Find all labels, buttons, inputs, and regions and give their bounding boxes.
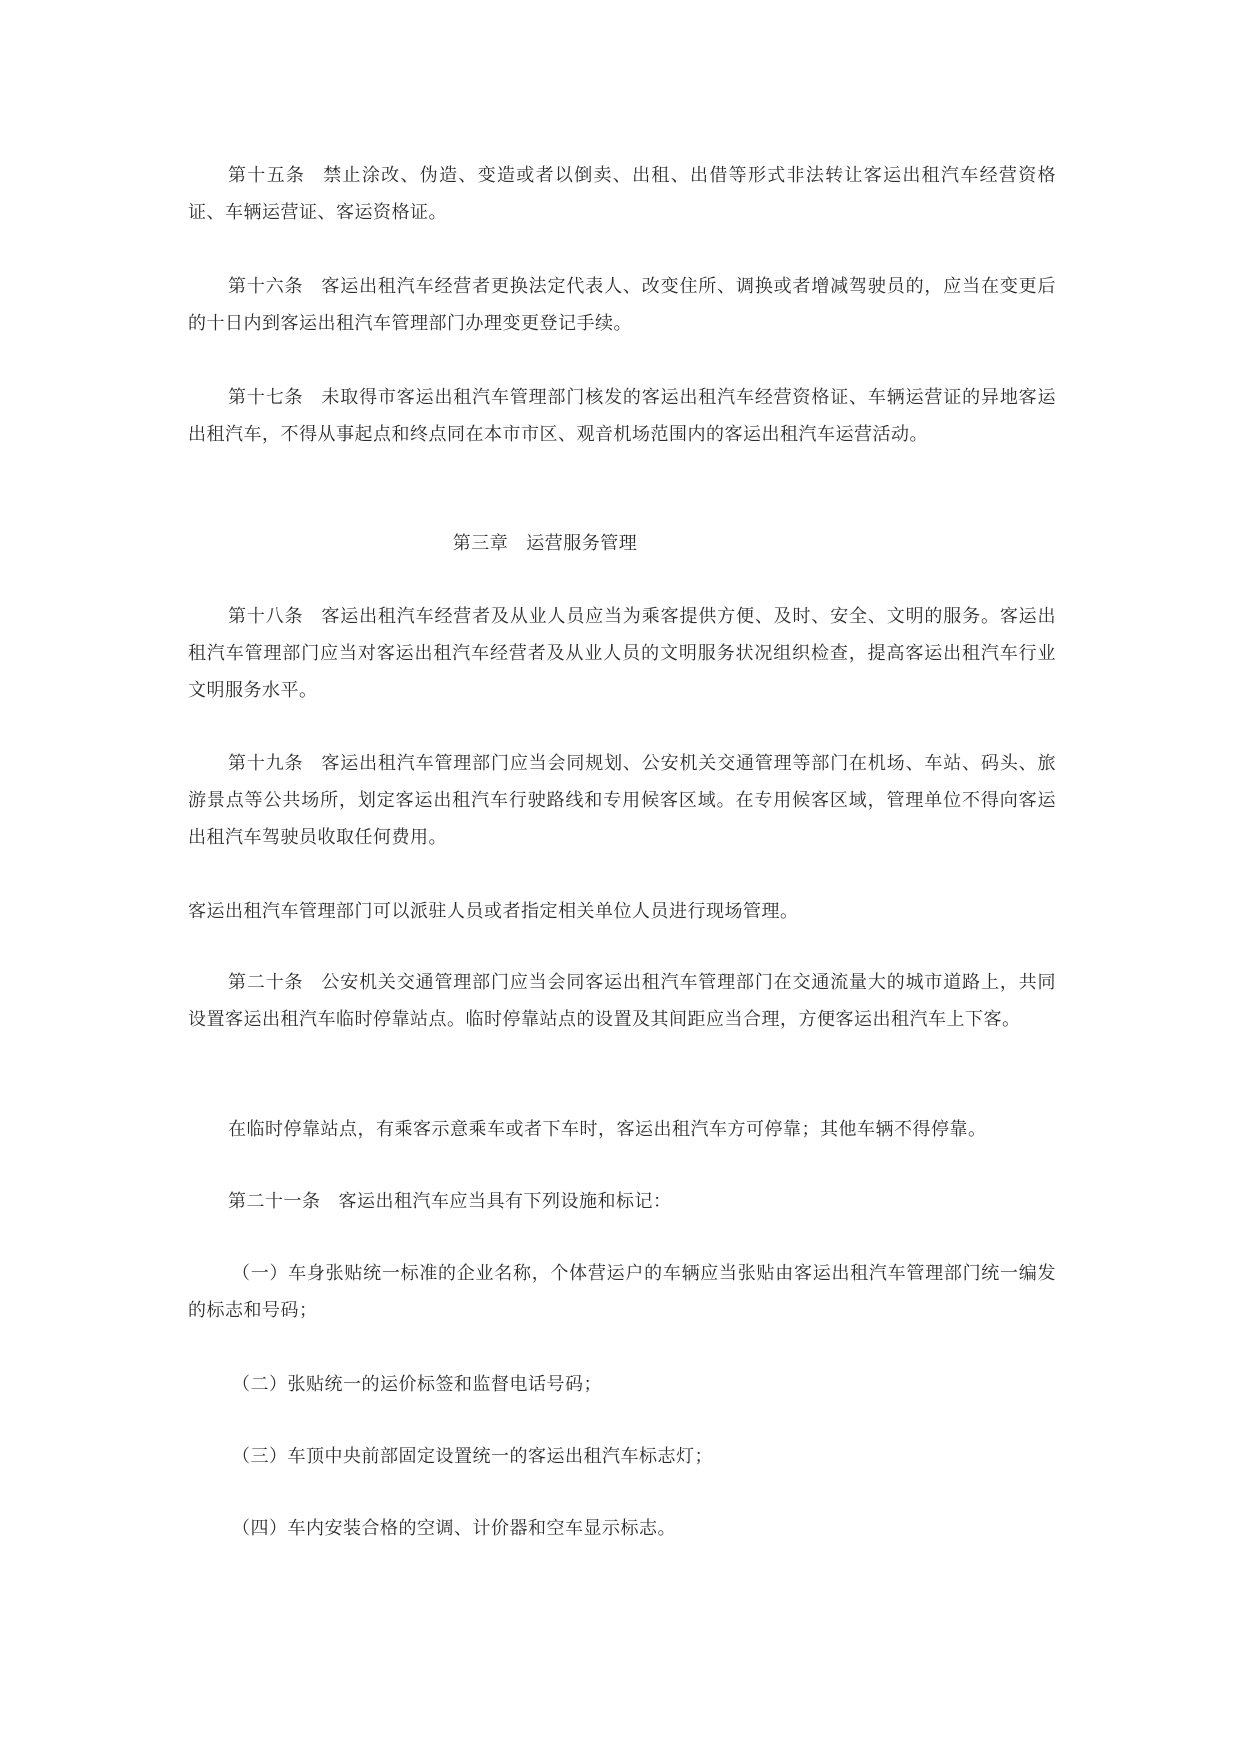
list-item-1: （一）车身张贴统一标准的企业名称，个体营运户的车辆应当张贴由客运出租汽车管理部门统一编发的标志和号码； [188, 1263, 1056, 1321]
chapter-title: 运营服务管理 [526, 533, 638, 554]
chapter-heading [0, 525, 1090, 562]
article-text: 禁止涂改、伪造、变造或者以倒卖、出租、出借等形式非法转让客运出租汽车经营资格证、车辆运营证、客运资格证。 [188, 165, 1057, 223]
article-text: 公安机关交通管理部门应当会同客运出租汽车管理部门在交通流量大的城市道路上，共同设置客运出租汽车临时停靠站点。临时停靠站点的设置及其间距应当合理，方便客运出租汽车上下客。 [188, 972, 1057, 1030]
article-number: 第十八条 [228, 606, 304, 627]
article-number: 第十七条 [228, 387, 304, 408]
list-item-3: （三）车顶中央前部固定设置统一的客运出租汽车标志灯； [232, 1446, 713, 1467]
chapter-number: 第三章 [452, 533, 509, 554]
article-number: 第二十条 [228, 972, 304, 993]
article-17 [188, 379, 1056, 453]
list-item-2: （二）张贴统一的运价标签和监督电话号码； [232, 1374, 602, 1395]
article-19-extra: 客运出租汽车管理部门可以派驻人员或者指定相关单位人员进行现场管理。 [188, 901, 799, 922]
article-20 [188, 964, 1056, 1038]
article-text: 客运出租汽车管理部门应当会同规划、公安机关交通管理等部门在机场、车站、码头、旅游景点等公共场所，划定客运出租汽车行驶路线和专用候客区域。在专用候客区域，管理单位不得向客运出租汽车驾驶员收取任何费用。 [188, 753, 1057, 848]
article-21 [188, 1183, 1056, 1220]
article-19 [188, 745, 1056, 856]
article-number: 第二十一条 [228, 1191, 321, 1212]
article-text: 客运出租汽车应当具有下列设施和标记： [338, 1191, 672, 1212]
article-text: 未取得市客运出租汽车管理部门核发的客运出租汽车经营资格证、车辆运营证的异地客运出租汽车，不得从事起点和终点同在本市市区、观音机场范围内的客运出租汽车运营活动。 [188, 387, 1057, 445]
article-number: 第十九条 [228, 753, 304, 774]
article-number: 第十六条 [228, 276, 304, 297]
article-15 [188, 157, 1056, 231]
article-16 [188, 268, 1056, 342]
article-20-extra: 在临时停靠站点，有乘客示意乘车或者下车时，客运出租汽车方可停靠；其他车辆不得停靠。 [228, 1119, 987, 1140]
article-text: 客运出租汽车经营者更换法定代表人、改变住所、调换或者增减驾驶员的，应当在变更后的十日内到客运出租汽车管理部门办理变更登记手续。 [188, 276, 1057, 334]
list-item-4: （四）车内安装合格的空调、计价器和空车显示标志。 [232, 1518, 676, 1539]
article-number: 第十五条 [228, 165, 306, 186]
article-18 [188, 598, 1056, 709]
article-text: 客运出租汽车经营者及从业人员应当为乘客提供方便、及时、安全、文明的服务。客运出租汽车管理部门应当对客运出租汽车经营者及从业人员的文明服务状况组织检查，提高客运出租汽车行业文明服务水平。 [188, 606, 1057, 701]
